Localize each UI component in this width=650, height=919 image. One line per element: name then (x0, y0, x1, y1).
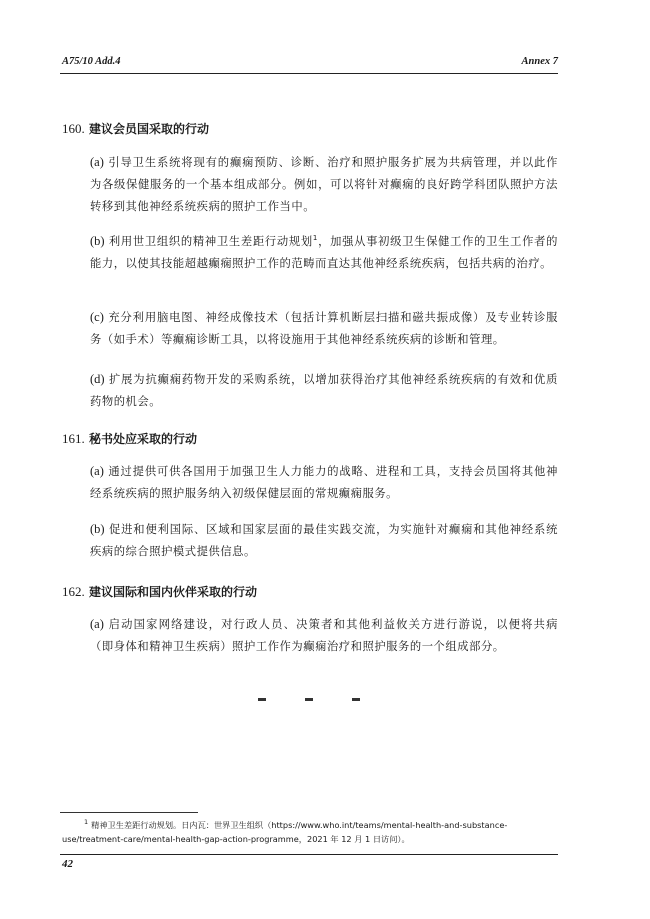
page-number: 42 (62, 858, 73, 870)
section-title: 建议会员国采取的行动 (88, 122, 209, 136)
document-reference: A75/10 Add.4 (62, 56, 121, 67)
header-rule (60, 73, 558, 74)
paragraph-160d (90, 368, 558, 413)
footnote-reference: 1 (312, 234, 318, 243)
paragraph-162a (90, 613, 558, 658)
section-title: 秘书处应采取的行动 (88, 432, 197, 446)
paragraph-160c (90, 306, 558, 351)
footer-rule (60, 854, 558, 855)
paragraph-160a (90, 151, 558, 218)
footnote-text: 精神卫生差距行动规划。日内瓦：世界卫生组织（https://www.who.int/teams/mental-health-and-substance-use/treatment-care/mental-health-gap-action-programme，2021 年 12 月 1 日访问）。 (62, 820, 508, 844)
section-number: 160. (62, 121, 85, 136)
item-text: 引导卫生系统将现有的癫痫预防、诊断、治疗和照护服务扩展为共病管理，并以此作为各级保健服务的一个基本组成部分。例如，可以将针对癫痫的良好跨学科团队照护方法转移到其他神经系统疾病的照护工作当中。 (90, 156, 558, 213)
item-text: 充分利用脑电图、神经成像技术（包括计算机断层扫描和磁共振成像）及专业转诊服务（如手术）等癫痫诊断工具，以将设施用于其他神经系统疾病的诊断和管理。 (90, 311, 558, 346)
item-label: (a) (90, 464, 104, 478)
section-heading-162 (62, 583, 257, 600)
item-text: 扩展为抗癫痫药物开发的采购系统，以增加获得治疗其他神经系统疾病的有效和优质药物的机会。 (90, 373, 558, 408)
separator-dash (352, 698, 360, 701)
footnote-mark: 1 (84, 818, 89, 827)
paragraph-160b (90, 230, 558, 275)
separator-dash (258, 698, 266, 701)
section-number: 161. (62, 431, 85, 446)
item-text-continued: ，加强从事初级卫生保健工作的卫生工作者的能力，以使其技能超越癫痫照护工作的范畴而直达其他神经系统疾病，包括共病的治疗。 (90, 235, 558, 270)
separator-dash (305, 698, 313, 701)
item-text: 利用世卫组织的精神卫生差距行动规划 (108, 235, 313, 248)
section-title: 建议国际和国内伙伴采取的行动 (88, 585, 257, 599)
item-label: (b) (90, 522, 105, 536)
item-label: (d) (90, 372, 105, 386)
item-label: (a) (90, 617, 104, 631)
section-heading-160 (62, 120, 209, 137)
footnote-rule (60, 812, 198, 813)
item-text: 促进和便利国际、区域和国家层面的最佳实践交流，为实施针对癫痫和其他神经系统疾病的综合照护模式提供信息。 (90, 523, 558, 558)
item-label: (c) (90, 310, 104, 324)
item-text: 通过提供可供各国用于加强卫生人力能力的战略、进程和工具，支持会员国将其他神经系统疾病的照护服务纳入初级保健层面的常规癫痫服务。 (90, 465, 558, 500)
paragraph-161b (90, 518, 558, 563)
section-heading-161 (62, 430, 197, 447)
item-label: (a) (90, 155, 104, 169)
item-label: (b) (90, 234, 105, 248)
item-text: 启动国家网络建设，对行政人员、决策者和其他利益攸关方进行游说，以便将共病（即身体和精神卫生疾病）照护工作作为癫痫治疗和照护服务的一个组成部分。 (90, 618, 558, 653)
annex-label: Annex 7 (521, 56, 558, 67)
section-number: 162. (62, 584, 85, 599)
footnote (62, 818, 558, 846)
paragraph-161a (90, 460, 558, 505)
